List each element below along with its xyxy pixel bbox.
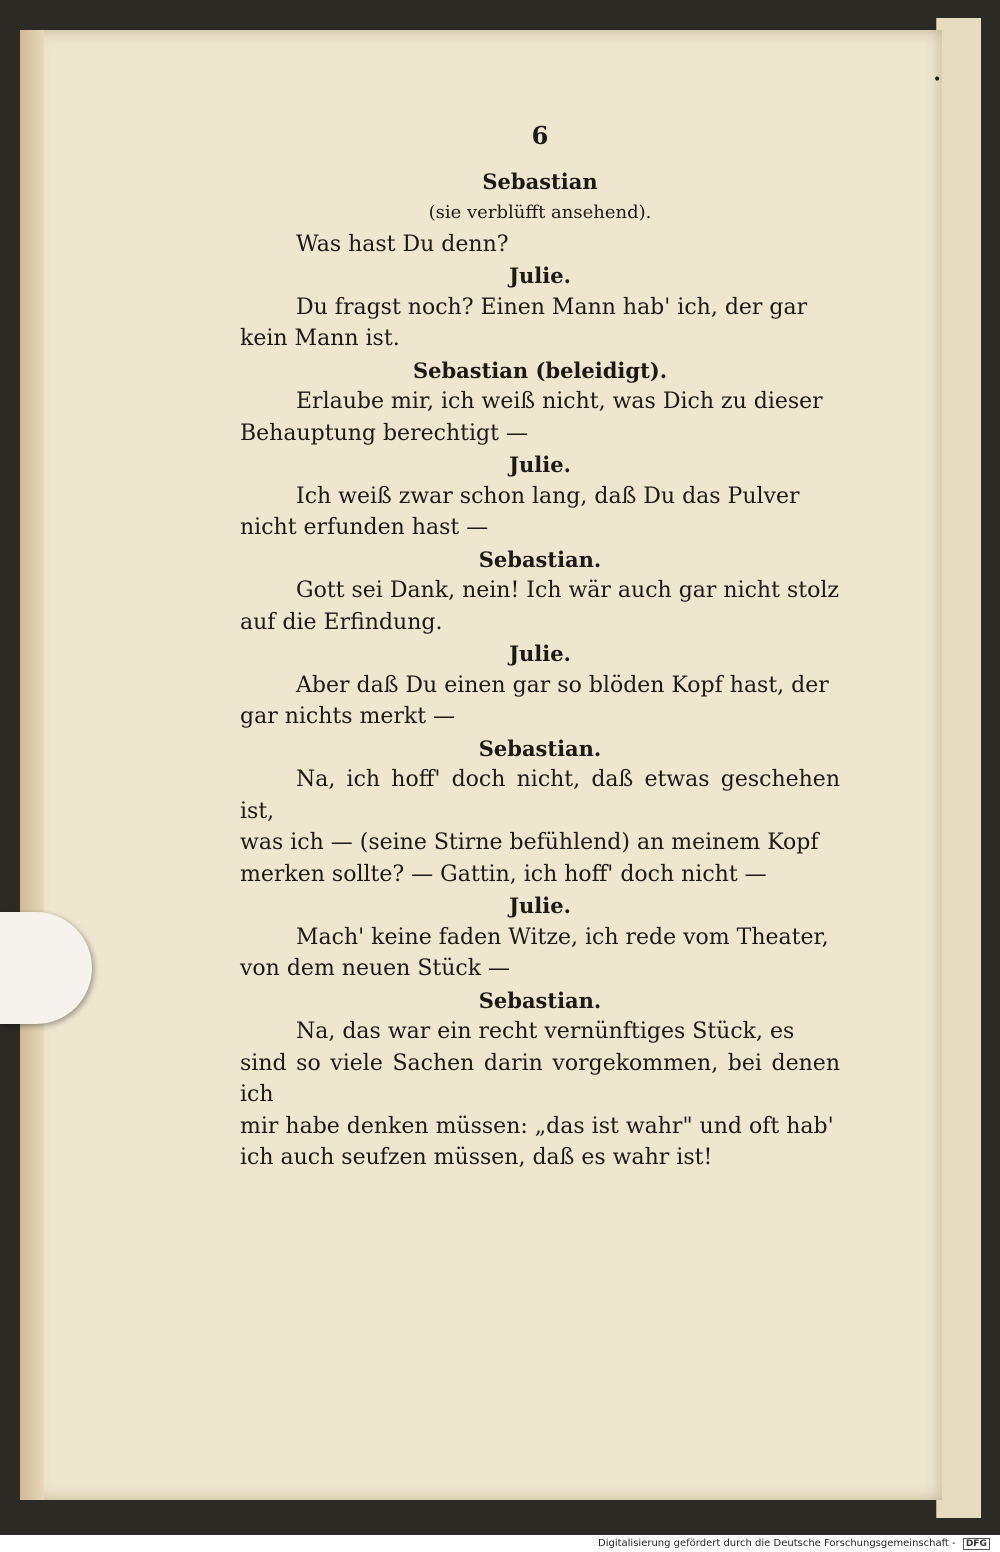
text-line: Gott sei Dank, nein! Ich wär auch gar nicht stolz — [296, 578, 839, 603]
speaker-name: Julie. — [509, 641, 571, 666]
speaker-name: Sebastian. — [478, 987, 602, 1013]
text-line: Behauptung berechtigt — — [240, 420, 528, 446]
text-line: Was hast Du denn? — [296, 231, 509, 257]
text-line: Erlaube mir, ich weiß nicht, was Dich zu dieser — [296, 389, 823, 414]
next-page-edge — [936, 18, 981, 1518]
text-line: nicht erfunden hast — — [240, 515, 489, 540]
dfg-logo: DFG — [963, 1538, 990, 1550]
speaker-name: Sebastian. — [478, 735, 602, 761]
text-lines — [240, 166, 840, 1174]
speaker-name: Sebastian — [482, 168, 598, 194]
page-text — [240, 120, 840, 1174]
text-line: Aber daß Du einen gar so blöden Kopf hast, der — [296, 672, 829, 698]
text-line: Mach' keine faden Witze, ich rede vom Theater, — [296, 924, 829, 950]
text-line: Na, ich hoff' doch nicht, daß etwas geschehen ist, — [240, 767, 840, 824]
text-line: was ich — (seine Stirne befühlend) an meinem Kopf — [240, 830, 819, 855]
speaker-name: Julie. — [509, 893, 571, 918]
text-line: Du fragst noch? Einen Mann hab' ich, der gar — [296, 294, 808, 320]
margin-mark: • — [933, 72, 942, 88]
page-number: 6 — [531, 121, 549, 150]
text-line: sind so viele Sachen darin vorgekommen, bei denen ich — [240, 1050, 840, 1107]
speaker-name: Sebastian (beleidigt). — [412, 357, 668, 383]
page-gutter — [20, 30, 44, 1500]
text-line: mir habe denken müssen: „das ist wahr" und oft hab' — [240, 1113, 834, 1139]
speaker-name: Julie. — [509, 263, 571, 288]
text-line: auf die Erfindung. — [240, 609, 443, 635]
text-line: Ich weiß zwar schon lang, daß Du das Pulver — [296, 483, 800, 509]
speaker-name: Sebastian. — [478, 546, 602, 572]
text-line: gar nichts merkt — — [240, 704, 456, 729]
speaker-name: Julie. — [509, 452, 571, 477]
text-line: Na, das war ein recht vernünftiges Stück, es — [296, 1019, 795, 1044]
text-line: kein Mann ist. — [240, 326, 400, 351]
stage-direction: (sie verblüfft ansehend). — [428, 202, 652, 223]
text-line: ich auch seufzen müssen, daß es wahr ist! — [240, 1145, 713, 1170]
footer — [598, 1538, 990, 1552]
text-line: von dem neuen Stück — — [240, 956, 511, 981]
footer-credit: Digitalisierung gefördert durch die Deutsche Forschungsgemeinschaft - — [598, 1538, 956, 1549]
text-line: merken sollte? — Gattin, ich hoff' doch nicht — — [240, 861, 767, 887]
